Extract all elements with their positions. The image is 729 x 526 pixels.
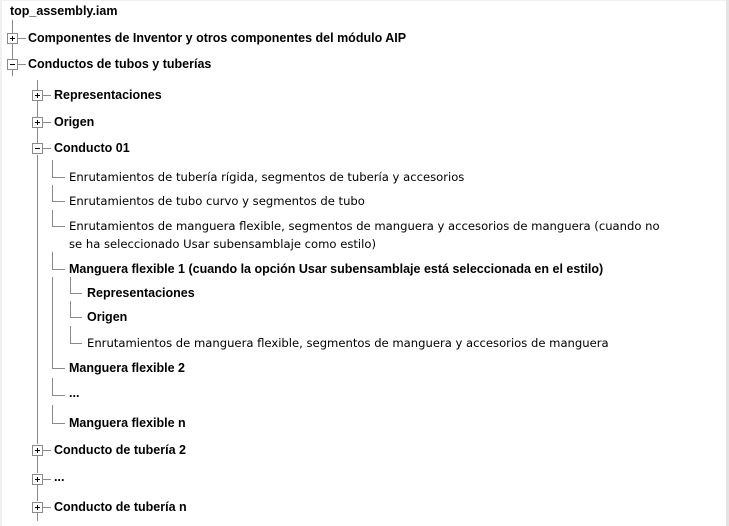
tree-line — [53, 177, 65, 178]
tree-node-label[interactable]: Origen — [54, 115, 95, 129]
tree-line — [70, 277, 71, 294]
tree-line — [43, 479, 51, 480]
tree-node-label[interactable]: Conducto 01 — [54, 141, 130, 155]
tree-node-label[interactable]: Componentes de Inventor y otros componentes del módulo AIP — [28, 31, 407, 45]
tree-line — [71, 317, 82, 318]
tree-line — [43, 507, 51, 508]
plus-expander-icon[interactable] — [32, 117, 43, 128]
tree-node-label[interactable]: Conducto de tubería 2 — [54, 443, 186, 457]
tree-line — [52, 160, 53, 178]
tree-line — [43, 450, 51, 451]
tree-line — [43, 95, 51, 96]
tree-line — [52, 210, 53, 227]
tree-line — [52, 252, 53, 270]
tree-line — [53, 423, 65, 424]
tree-node-label[interactable]: Representaciones — [54, 88, 162, 102]
tree-root-label[interactable]: top_assembly.iam — [10, 4, 118, 18]
tree-line — [12, 70, 13, 76]
minus-expander-icon[interactable] — [7, 59, 18, 70]
plus-expander-icon[interactable] — [7, 33, 18, 44]
tree-line — [52, 185, 53, 202]
tree-node-label[interactable]: Enrutamientos de manguera flexible, segmentos de manguera y accesorios de manguera (cuando no — [69, 219, 660, 233]
tree-line — [43, 122, 51, 123]
plus-expander-icon[interactable] — [32, 502, 43, 513]
minus-expander-icon[interactable] — [32, 143, 43, 154]
tree-line — [37, 101, 38, 117]
tree-line — [53, 226, 65, 227]
tree-line — [53, 269, 65, 270]
tree-node-label[interactable]: Enrutamientos de tubo curvo y segmentos de tubo — [69, 194, 365, 208]
tree-node-label[interactable]: Manguera flexible 1 (cuando la opción Usar subensamblaje está seleccionada en el estilo) — [69, 262, 604, 276]
tree-line — [71, 293, 82, 294]
plus-expander-icon[interactable] — [32, 445, 43, 456]
tree-line — [18, 38, 26, 39]
tree-line — [71, 343, 82, 344]
frame-left-border — [0, 0, 2, 526]
frame-top-border — [0, 0, 726, 1]
tree-line — [43, 148, 51, 149]
tree-node-label[interactable]: Origen — [87, 310, 128, 324]
tree-line — [53, 368, 65, 369]
tree-node-label-continuation[interactable]: se ha seleccionado Usar subensamblaje como estilo) — [69, 237, 376, 251]
tree-node-label[interactable]: Conductos de tubos y tuberías — [28, 57, 212, 71]
tree-node-label[interactable]: ... — [69, 386, 80, 400]
tree-node-label[interactable]: Representaciones — [87, 286, 195, 300]
tree-line — [52, 378, 53, 396]
tree-line — [37, 485, 38, 501]
tree-line — [53, 395, 65, 396]
tree-node-label[interactable]: Manguera flexible n — [69, 416, 186, 430]
tree-line — [12, 20, 13, 33]
tree-line — [37, 80, 38, 90]
tree-line — [12, 44, 13, 59]
tree-line — [52, 277, 53, 352]
plus-expander-icon[interactable] — [32, 90, 43, 101]
plus-expander-icon[interactable] — [32, 474, 43, 485]
tree-line — [52, 352, 53, 369]
tree-node-label[interactable]: Conducto de tubería n — [54, 500, 187, 514]
tree-node-label[interactable]: Enrutamientos de tubería rígida, segmentos de tubería y accesorios — [69, 170, 465, 184]
tree-line — [37, 128, 38, 143]
tree-line — [53, 201, 65, 202]
tree-line — [52, 405, 53, 424]
tree-line — [70, 301, 71, 318]
tree-line — [37, 155, 38, 444]
tree-line — [70, 326, 71, 344]
tree-node-label[interactable]: Manguera flexible 2 — [69, 361, 186, 375]
tree-line — [18, 64, 26, 65]
tree-line — [37, 513, 38, 521]
tree-node-label[interactable]: Enrutamientos de manguera flexible, segmentos de manguera y accesorios de manguera — [87, 336, 609, 350]
tree-node-label[interactable]: ... — [54, 470, 65, 484]
tree-line — [37, 456, 38, 473]
